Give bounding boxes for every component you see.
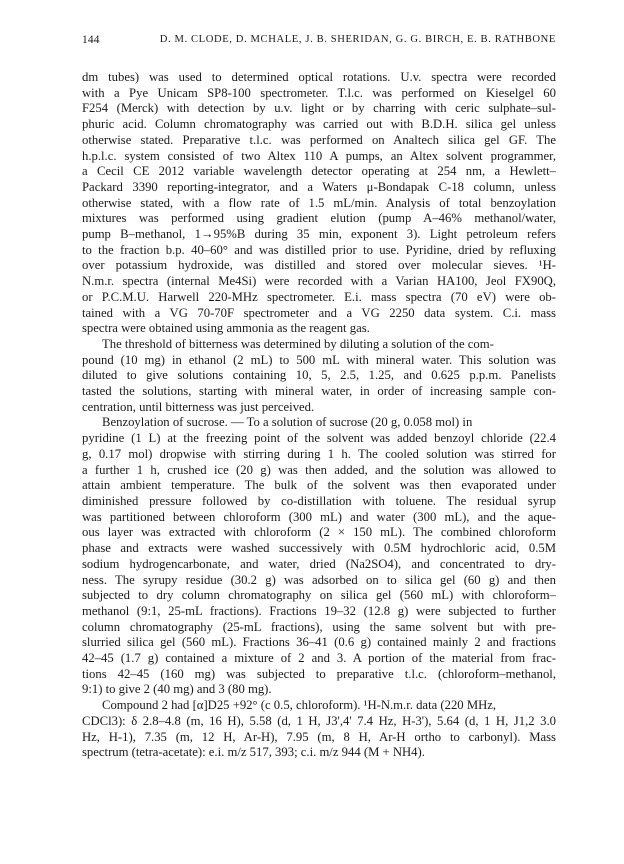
text-line: over potassium hydroxide, was distilled and stored over molecular sieves. ¹H- (82, 258, 556, 273)
text-line: tions 42–45 (160 mg) was subjected to preparative t.l.c. (chloroform–methanol, (82, 666, 556, 681)
text-line: spectrum (tetra-acetate): e.i. m/z 517, 393; c.i. m/z 944 (M + NH4). (82, 745, 425, 760)
text-line: phase and extracts were washed successively with 0.5M hydrochloric acid, 0.5M (82, 541, 556, 556)
text-line: attain ambient temperature. The bulk of the solvent was then evaporated under (82, 478, 556, 493)
paragraph-benzoylation (82, 415, 556, 698)
text-line: otherwise stated. Preparative t.l.c. was performed on Analtech silica gel GF. The (82, 132, 556, 147)
text-line: tasted the solutions, starting with mineral water, in order of increasing sample con- (82, 384, 556, 399)
text-line: methanol (9:1, 25-mL fractions). Fractions 19–32 (12.8 g) were subjected to further (82, 603, 556, 618)
paragraph-compound-2 (82, 698, 556, 761)
page-number: 144 (82, 34, 100, 46)
text-line: otherwise stated, with a flow rate of 1.5 mL/min. Analysis of total benzoylation (82, 195, 556, 210)
text-line: Hz, H-1), 7.35 (m, 12 H, Ar-H), 7.95 (m, 8 H, Ar-H ortho to carbonyl). Mass (82, 729, 556, 744)
text-line: tained with a VG 70-70F spectrometer and a VG 2250 data system. C.i. mass (82, 305, 556, 320)
text-line: Benzoylation of sucrose. — To a solution of sucrose (20 g, 0.058 mol) in (102, 415, 473, 430)
page-header (82, 34, 556, 52)
text-line: was partitioned between chloroform (300 mL) and water (300 mL), and the aque- (82, 509, 556, 524)
text-line: 9:1) to give 2 (40 mg) and 3 (80 mg). (82, 682, 272, 697)
text-line: centration, until bitterness was just perceived. (82, 399, 315, 414)
text-line: dm tubes) was used to determined optical rotations. U.v. spectra were recorded (82, 70, 556, 84)
text-line: 42–45 (1.7 g) contained a mixture of 2 and 3. A portion of the material from frac- (82, 651, 556, 666)
text-line: spectra were obtained using ammonia as the reagent gas. (82, 321, 370, 336)
text-line: a Cecil CE 2012 variable wavelength detector operating at 254 nm, a Hewlett– (82, 164, 556, 179)
text-line: g, 0.17 mol) dropwise with stirring during 1 h. The cooled solution was stirred for (82, 446, 556, 461)
paragraph-experimental (82, 70, 556, 337)
text-line: diluted to give solutions containing 10, 5, 2.5, 1.25, and 0.625 p.p.m. Panelists (82, 368, 556, 383)
text-line: mixtures was performed using gradient elution (pump A–46% methanol/water, (82, 211, 556, 226)
text-line: Compound 2 had [α]D25 +92° (c 0.5, chloroform). ¹H-N.m.r. data (220 MHz, (102, 698, 497, 713)
body-text (82, 70, 556, 761)
text-line: Packard 3390 reporting-integrator, and a Waters μ-Bondapak C-18 column, unless (82, 179, 556, 194)
text-line: pound (10 mg) in ethanol (2 mL) to 500 mL with mineral water. This solution was (82, 352, 556, 367)
text-line: or P.C.M.U. Harwell 220-MHz spectrometer. E.i. mass spectra (70 eV) were ob- (82, 289, 556, 304)
text-line: to the fraction b.p. 40–60° and was distilled prior to use. Pyridine, dried by refluxing (82, 242, 556, 257)
text-line: CDCl3): δ 2.8–4.8 (m, 16 H), 5.58 (d, 1 H, J3',4' 7.4 Hz, H-3'), 5.64 (d, 1 H, J1,2 3.0 (82, 713, 556, 728)
text-line: N.m.r. spectra (internal Me4Si) were recorded with a Varian HA100, Jeol FX90Q, (82, 274, 556, 289)
running-head: D. M. CLODE, D. MCHALE, J. B. SHERIDAN, G. G. BIRCH, E. B. RATHBONE (159, 34, 556, 45)
text-line: phuric acid. Column chromatography was carried out with B.D.H. silica gel unless (82, 117, 556, 132)
text-line: sodium hydrogencarbonate, and water, dried (Na2SO4), and concentrated to dry- (82, 556, 556, 571)
text-line: diminished pressure followed by co-distillation with toluene. The residual syrup (82, 493, 556, 508)
text-line: slurried silica gel (560 mL). Fractions 36–41 (0.6 g) contained mainly 2 and fractions (82, 635, 556, 650)
text-line: pump B–methanol, 1→95%B during 35 min, exponent 3). Light petroleum refers (82, 227, 556, 242)
text-line: column chromatography (25-mL fractions), using the same solvent but with pre- (82, 619, 556, 634)
paragraph-bitterness (82, 337, 556, 416)
text-line: F254 (Merck) with detection by u.v. light or by charring with ceric sulphate–sul- (82, 101, 556, 116)
text-line: pyridine (1 L) at the freezing point of the solvent was added benzoyl chloride (22.4 (82, 431, 556, 446)
text-line: a further 1 h, crushed ice (20 g) was then added, and the solution was allowed to (82, 462, 556, 477)
text-line: The threshold of bitterness was determined by diluting a solution of the com- (102, 336, 494, 351)
text-line: h.p.l.c. system consisted of two Altex 110 A pumps, an Altex solvent programmer, (82, 148, 556, 163)
text-line: with a Pye Unicam SP8-100 spectrometer. T.l.c. was performed on Kieselgel 60 (82, 85, 556, 100)
text-line: ness. The syrupy residue (30.2 g) was adsorbed on to silica gel (60 g) and then (82, 572, 556, 587)
text-line: subjected to dry column chromatography on silica gel (560 mL) with chloroform– (82, 588, 556, 603)
text-line: ous layer was extracted with chloroform (2 × 150 mL). The combined chloroform (82, 525, 556, 540)
